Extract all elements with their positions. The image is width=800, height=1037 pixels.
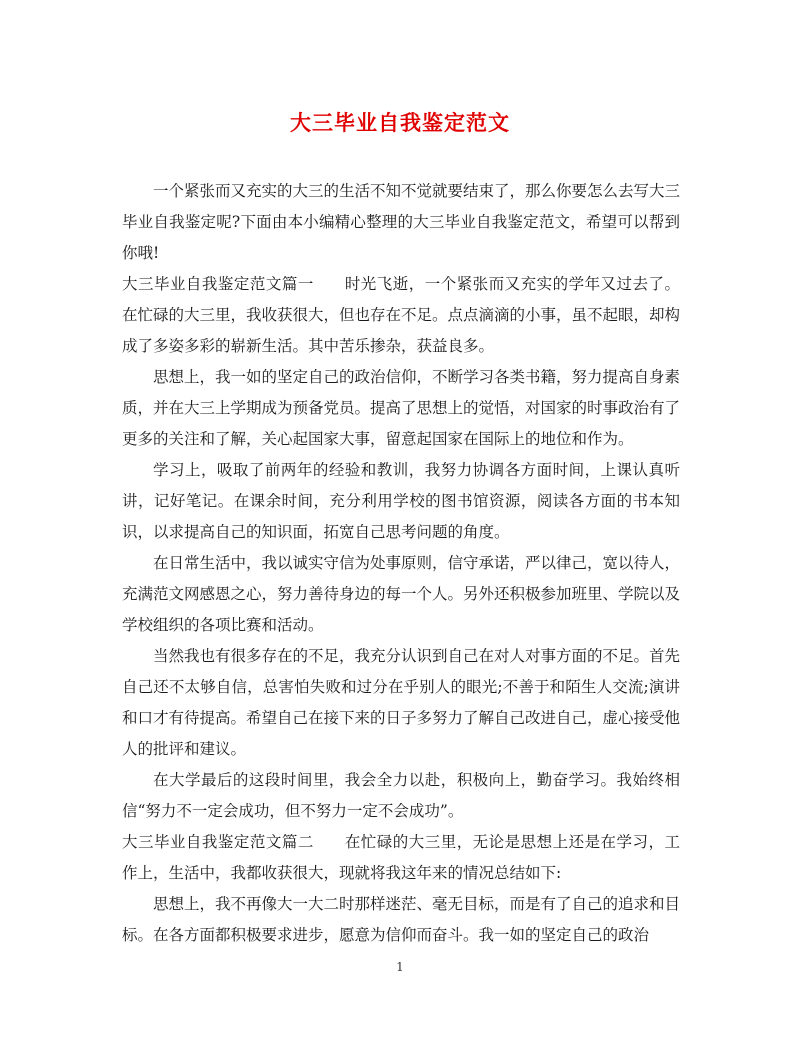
paragraph-intro <box>122 176 680 269</box>
paragraph-text: 在日常生活中，我以诚实守信为处事原则，信守承诺，严以律己，宽以待人，充满范文网感恩之心，努力善待身边的每一个人。另外还积极参加班里、学院以及学校组织的各项比赛和活动。 <box>122 554 681 634</box>
paragraph-study <box>122 455 680 548</box>
paragraph-text: 思想上，我一如的坚定自己的政治信仰，不断学习各类书籍，努力提高自身素质，并在大三上学期成为预备党员。提高了思想上的觉悟，对国家的时事政治有了更多的关注和了解，关心起国家大事，留意起国家在国际上的地位和作为。 <box>122 368 681 448</box>
section-heading-label: 大三毕业自我鉴定范文篇二 <box>122 833 314 851</box>
paragraph-daily-life <box>122 548 680 641</box>
paragraph-text: 学习上，吸取了前两年的经验和教训，我努力协调各方面时间，上课认真听讲，记好笔记。在课余时间，充分利用学校的图书馆资源，阅读各方面的书本知识，以求提高自己的知识面，拓宽自己思考问题的角度。 <box>122 461 680 541</box>
paragraph-thought-two <box>122 889 680 951</box>
paragraph-text: 时光飞逝，一个紧张而又充实的学年又过去了。在忙碌的大三里，我收获很大，但也存在不足。点点滴滴的小事，虽不起眼，却构成了多姿多彩的崭新生活。其中苦乐掺杂，获益良多。 <box>122 275 681 355</box>
paragraph-text: 在大学最后的这段时间里，我会全力以赴，积极向上，勤奋学习。我始终相信“努力不一定会成功，但不努力一定不会成功”。 <box>122 771 680 820</box>
paragraph-section-two-heading <box>122 827 680 889</box>
paragraph-text: 思想上，我不再像大一大二时那样迷茫、毫无目标，而是有了自己的追求和目标。在各方面都积极要求进步，愿意为信仰而奋斗。我一如的坚定自己的政治 <box>122 895 681 944</box>
paragraph-thought <box>122 362 680 455</box>
page-number: 1 <box>396 960 404 974</box>
section-heading-label: 大三毕业自我鉴定范文篇一 <box>122 275 314 293</box>
paragraph-section-one-heading <box>122 269 680 362</box>
paragraph-text: 一个紧张而又充实的大三的生活不知不觉就要结束了，那么你要怎么去写大三毕业自我鉴定呢?下面由本小编精心整理的大三毕业自我鉴定范文，希望可以帮到你哦! <box>122 182 681 262</box>
document-title: 大三毕业自我鉴定范文 <box>290 110 510 135</box>
paragraph-shortcomings <box>122 641 680 765</box>
paragraph-final-time <box>122 765 680 827</box>
document-body <box>122 176 680 951</box>
paragraph-text: 当然我也有很多存在的不足，我充分认识到自己在对人对事方面的不足。首先自己还不太够自信，总害怕失败和过分在乎别人的眼光;不善于和陌生人交流;演讲和口才有待提高。希望自己在接下来的日子多努力了解自己改进自己，虚心接受他人的批评和建议。 <box>122 647 681 758</box>
paragraph-text: 在忙碌的大三里，无论是思想上还是在学习，工作上，生活中，我都收获很大，现就将我这年来的情况总结如下: <box>122 833 680 882</box>
